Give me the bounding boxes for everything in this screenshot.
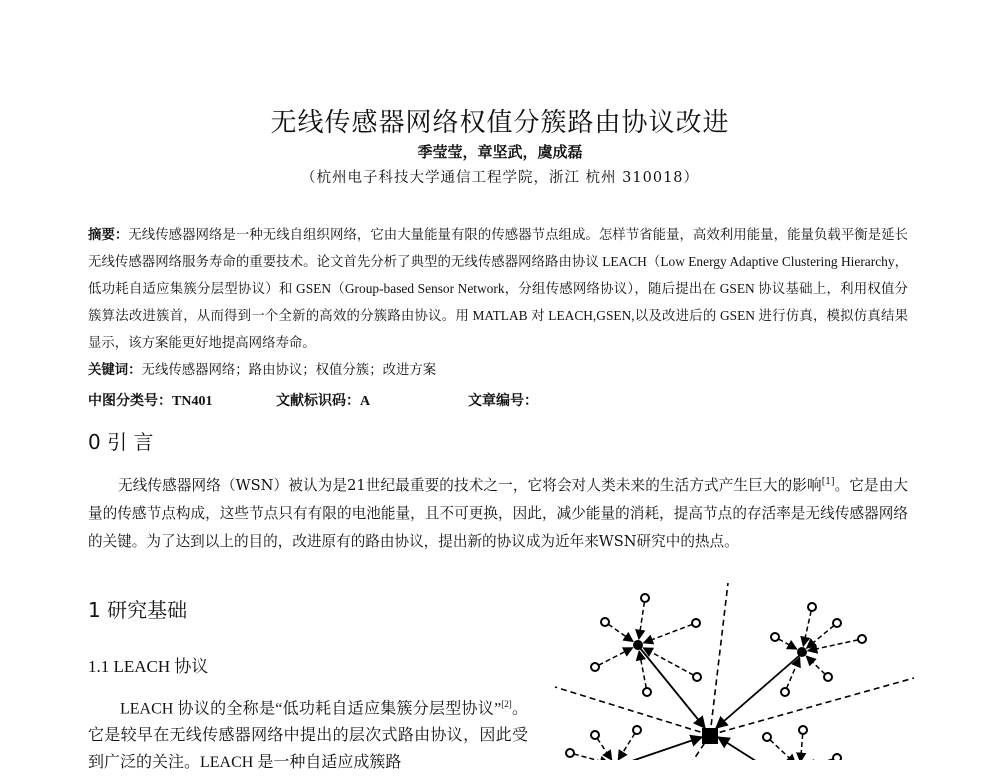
sensor-node (633, 726, 641, 734)
sensor-node (601, 618, 609, 626)
keywords-text: 无线传感器网络；路由协议；权值分簇；改进方案 (141, 362, 437, 377)
sensor-node (643, 688, 651, 696)
member-link (770, 740, 796, 760)
sensor-node (591, 663, 599, 671)
article-no-label: 文章编号： (468, 394, 538, 409)
sensor-node (781, 688, 789, 696)
sink-node (702, 728, 718, 744)
para-text: 无线传感器网络（WSN）被认为是21世纪最重要的技术之一，它将会对人类未来的生活方式产生巨大的影响 (118, 476, 822, 494)
paper-title: 无线传感器网络权值分簇路由协议改进 (270, 108, 730, 138)
cluster-network-diagram (540, 580, 920, 760)
sensor-node (693, 673, 701, 681)
abstract-label: 摘要： (88, 227, 129, 242)
sensor-node (566, 749, 574, 757)
para-text: 。它是较早在无线传感器网络中提出的层次式路由协议，因此受到广泛的关注。LEACH 是一种自适应成簇路 (88, 700, 528, 772)
sensor-node (763, 733, 771, 741)
section-0-heading: 0 引 言 (88, 430, 154, 454)
member-link (803, 611, 811, 646)
affiliation: （杭州电子科技大学通信工程学院，浙江 杭州 310018） (300, 170, 700, 186)
classification-line (88, 390, 538, 410)
sensor-node (799, 726, 807, 734)
member-link (618, 733, 635, 760)
sensor-node (833, 754, 841, 760)
section-1-heading: 1 研究基础 (88, 598, 188, 622)
section-1-1-heading: 1.1 LEACH 协议 (88, 657, 209, 676)
keywords (88, 359, 436, 378)
sensor-node (808, 603, 816, 611)
member-link (574, 754, 609, 760)
member-link (639, 651, 646, 688)
cluster-head-node (633, 640, 643, 650)
citation: [1] (821, 477, 835, 487)
para-text: 。它是由大量的传感节点构成，这些节点只有有限的电池能量，且不可更换，因此，减少能量的消耗，提高节点的存活率是无线传感器网络的关键。为了达到以上的目的，改进原有的路由协议，提出新的协议成为近年来WSN研究中的热点。 (88, 476, 908, 550)
sensor-node (824, 673, 832, 681)
sensor-node (641, 594, 649, 602)
doc-code-value: A (360, 394, 371, 409)
para-text: LEACH 协议的全称是“低功耗自适应集簇分层型协议” (120, 700, 502, 718)
sensor-node (833, 619, 841, 627)
member-link (644, 624, 693, 642)
clc-value: TN401 (172, 394, 213, 409)
member-link (597, 738, 611, 760)
sensor-node (591, 731, 599, 739)
sensor-node (692, 619, 700, 627)
member-link (800, 734, 802, 760)
abstract-text: 无线传感器网络是一种无线自组织网络，它由大量能量有限的传感器节点组成。怎样节省能量，高效利用能量，能量负载平衡是延长无线传感器网络服务寿命的重要技术。论文首先分析了典型的无线传感器网络路由协议 LEACH（Low Energy Adaptive Clustering Hierarchy，低功耗自适应集簇分层型协议）和 GSEN（Group-based Sensor Network，分组传感网络协议），随后提出在 GSEN 协议基础上，利用权值分簇算法改进簇首，从而得到一个全新的高效的分簇路由协议。用 MATLAB 对 LEACH,GSEN,以及改进后的 GSEN 进行仿真，模拟仿真结果显示，该方案能更好地提高网络寿命。 (88, 227, 909, 350)
doc-code-label: 文献标识码： (276, 394, 360, 409)
keywords-label: 关键词： (88, 362, 142, 377)
member-link (778, 639, 796, 649)
sensor-node (858, 635, 866, 643)
authors: 季莹莹，章坚武，虞成磊 (417, 143, 583, 161)
region-boundaries (555, 583, 914, 760)
cluster-head-node (797, 647, 807, 657)
member-link (599, 648, 633, 665)
sensor-node (771, 633, 779, 641)
member-link (807, 626, 834, 649)
abstract (88, 221, 908, 356)
citation: [2] (501, 699, 512, 709)
section-1-1-paragraph (88, 691, 528, 776)
member-link (608, 624, 633, 641)
member-link (806, 656, 825, 674)
member-link (639, 602, 645, 639)
section-0-paragraph (88, 468, 908, 556)
clc-label: 中图分类号： (88, 394, 172, 409)
